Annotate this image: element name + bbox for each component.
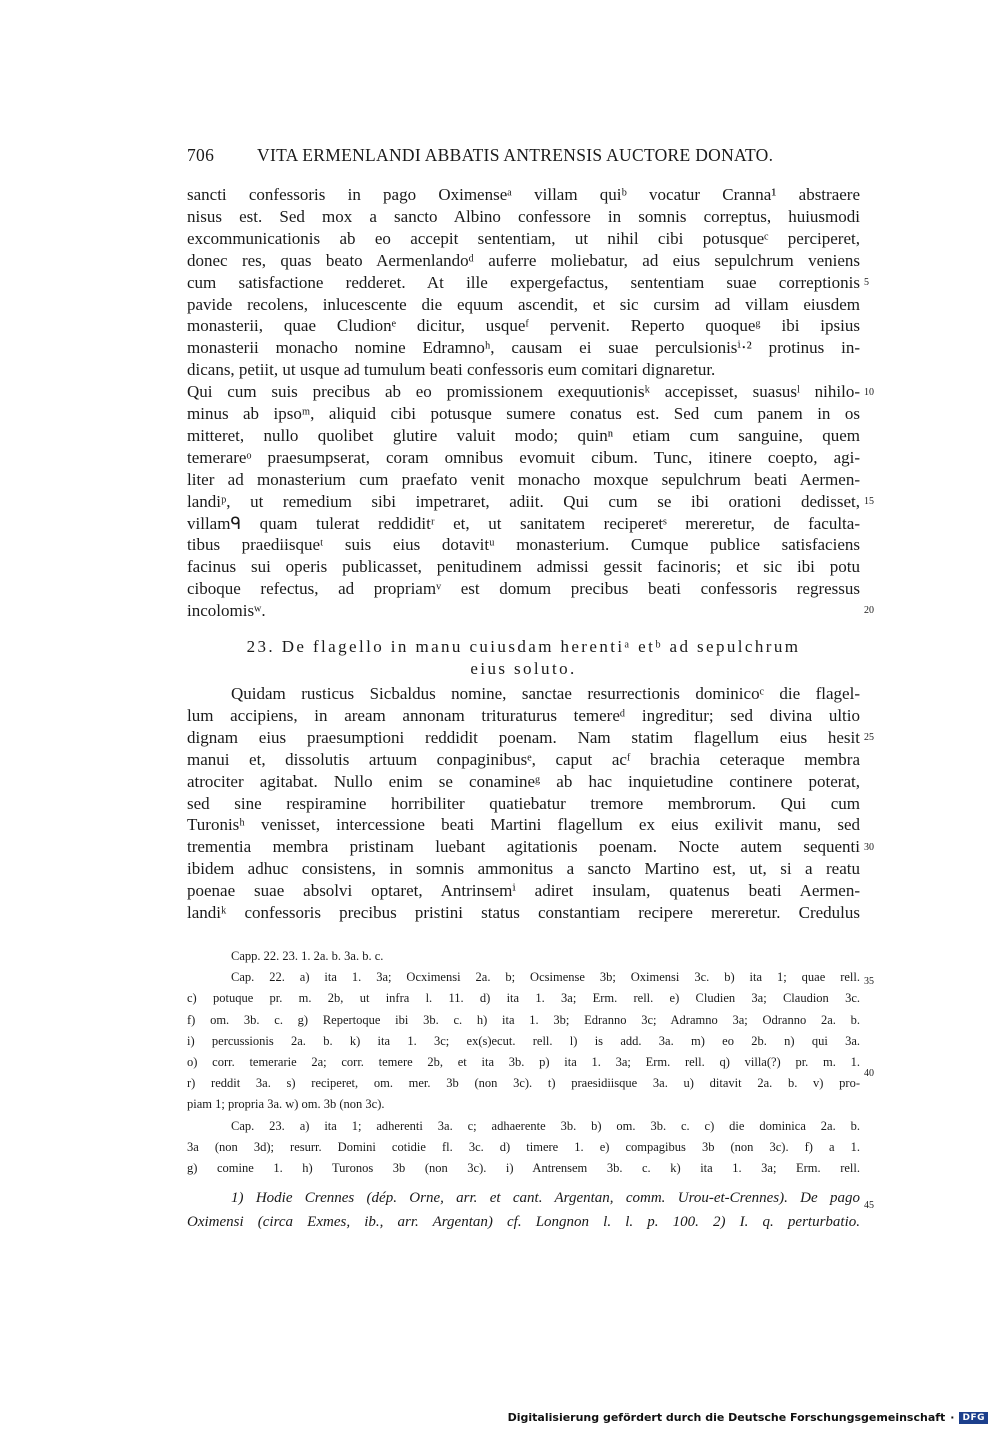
line-number: 40 [864,1068,874,1079]
text-line: atrociter agitabat. Nullo enim se conamineᵍ ab hac inquietudine continere poterat, [187,771,860,791]
apparatus-line: f) om. 3b. c. g) Repertoque ibi 3b. c. h) ita 1. 3b; Edranno 3c; Adramno 3a; Odranno 2a. b. [187,1012,860,1027]
text-line: minus ab ipsoᵐ, aliquid cibi potusque sumere conatus est. Sed cum panem in os [187,404,860,423]
digitization-credit: Digitalisierung gefördert durch die Deutsche Forschungsgemeinschaft · DFG [508,1411,988,1424]
line-number: 5 [864,277,869,288]
text-line: temerareᵒ praesumpserat, coram omnibus evomuit cibum. Tunc, itinere coepto, agi- [187,447,860,467]
apparatus-line: r) reddit 3a. s) reciperet, om. mer. 3b (non 3c). t) praesidiisque 3a. u) ditavit 2a. b. v) pro- [187,1076,860,1091]
text-line: Quidam rusticus Sicbaldus nomine, sanctae resurrectionis dominicoᶜ die flagel- [231,684,860,703]
text-line: dicans, petiit, ut usque ad tumulum beati confessoris eum comitari dignaretur. [187,360,716,380]
text-line: incolomisʷ. [187,601,266,621]
text-line: Turonisʰ venisset, intercessione beati Martini flagellum ex eius exilivit manu, sed [187,815,860,835]
text-line: lum accipiens, in aream annonam trituraturus temereᵈ ingreditur; sed divina ultio [187,705,860,725]
text-line: cum satisfactione redderet. At ille expergefactus, sententiam suae correptionis [187,272,860,292]
text-line: tibus praediisqueᵗ suis eius dotavitᵘ monasterium. Cumque publice satisfaciens [187,535,860,555]
running-title: VITA ERMENLANDI ABBATIS ANTRENSIS AUCTORE DONATO. [257,145,774,165]
text-line: trementia membra pristinam luebant agitationis poenam. Nocte autem sequenti [187,837,860,857]
text-line: sed sine respiramine horribiliter quatiebatur tremore membrorum. Qui cum [187,793,860,813]
footnote-line: Oximensi (circa Exmes, ib., arr. Argentan) cf. Longnon l. l. p. 100. 2) I. q. perturbatio. [187,1214,860,1230]
apparatus-line: c) potuque pr. m. 2b, ut infra l. 11. d) ita 1. 3a; Erm. rell. e) Cludien 3a; Claudion 3c. [187,991,860,1006]
text-line: ciboque refectus, ad propriamᵛ est domum precibus beati confessoris regressus [187,579,860,599]
apparatus-line: i) percussionis 2a. b. k) ita 1. 3c; ex(s)ecut. rell. l) is add. 3a. m) eo 2b. n) qui 3a. [187,1033,860,1048]
text-line: Qui cum suis precibus ab eo promissionem exequutionisᵏ accepisset, suasusˡ nihilo- [187,382,860,402]
apparatus-line: 3a (non 3d); resurr. Domini cotidie fl. 3c. d) timere 1. e) compagibus 3b (non 3c). f) a 1. [187,1139,860,1154]
line-number: 25 [864,732,874,743]
credit-text: Digitalisierung gefördert durch die Deutsche Forschungsgemeinschaft [507,1411,946,1424]
text-line: monasterii, quae Cludionᵉ dicitur, usqueᶠ pervenit. Reperto quoqueᵍ ibi ipsius [187,316,860,336]
apparatus-line: g) comine 1. h) Turonos 3b (non 3c). i) Antrensem 3b. c. k) ita 1. 3a; Erm. rell. [187,1161,860,1175]
apparatus-line: Capp. 22. 23. 1. 2a. b. 3a. b. c. [231,949,384,963]
text-line: liter ad monasterium cum praefato venit monacho moxque sepulchrum beati Aermen- [187,469,860,489]
text-line: sancti confessoris in pago Oximenseᵃ villam quiᵇ vocatur Cranna¹ abstraere [187,185,860,204]
text-line: manui et, dissolutis artuum conpaginibusᵉ, caput acᶠ brachia ceteraque membra [187,749,860,769]
apparatus-line: o) corr. temerarie 2a; corr. temere 2b, et ita 3b. p) ita 1. 3a; Erm. rell. q) villa(?) pr. m. 1. [187,1055,860,1069]
text-line: facinus sui operis publicasset, penitudinem admissi gessit facinoris; et sic ibi potu [187,557,860,577]
chapter-heading: 23. De flagello in manu cuiusdam herentiᵃ etᵇ ad sepulchrum [246,637,801,656]
line-number: 35 [864,976,874,987]
text-line: monasterii monacho nomine Edramnoʰ, causam ei suae perculsionisⁱ⋅² protinus in- [187,338,860,358]
apparatus-line: Cap. 22. a) ita 1. 3a; Ocximensi 2a. b; Ocsimense 3b; Oximensi 3c. b) ita 1; quae rell. [231,970,860,985]
text-line: pavide recolens, inlucescente die equum ascendit, et sic cursim ad villam eiusdem [187,294,860,314]
page-number: 706 [187,145,215,165]
text-line: nisus est. Sed mox a sancto Albino confessore in somnis correptus, huiusmodi [187,206,860,226]
text-line: poenae suae absolvi optaret, Antrinsemⁱ adiret insulam, quatenus beati Aermen- [187,881,860,901]
text-line: landiᵏ confessoris precibus pristini status constantiam recipere mereretur. Credulus [187,903,860,922]
apparatus-line: piam 1; propria 3a. w) om. 3b (non 3c). [187,1097,385,1112]
text-line: ibidem adhuc consistens, in somnis ammonitus a sancto Martino est, ut, si a reatu [187,859,860,879]
apparatus-line: Cap. 23. a) ita 1; adherenti 3a. c; adhaerente 3b. b) om. 3b. c. c) die dominica 2a. b. [231,1118,860,1133]
text-line: villamᑫ quam tulerat reddiditʳ et, ut sanitatem reciperetˢ mereretur, de faculta- [187,513,860,533]
line-number: 15 [864,496,874,507]
text-line: dignam eius praesumptioni reddidit poenam. Nam statim flagellum eius hesit [187,727,860,747]
text-line: excommunicationis ab eo accepit sententiam, ut nihil cibi potusqueᶜ perciperet, [187,228,860,248]
chapter-heading-line2: eius soluto. [470,659,577,678]
dfg-logo-icon: DFG [959,1412,988,1424]
line-number: 10 [864,387,874,398]
footnote-line: 1) Hodie Crennes (dép. Orne, arr. et cant. Argentan, comm. Urou-et-Crennes). De pago [231,1190,860,1206]
line-number: 30 [864,842,874,853]
line-number: 20 [864,605,874,616]
line-number: 45 [864,1200,874,1211]
text-line: donec res, quas beato Aermenlandoᵈ auferre moliebatur, ad eius sepulchrum veniens [187,250,860,270]
text-line: mitteret, nullo quolibet glutire valuit modo; quinⁿ etiam cum sanguine, quem [187,425,860,445]
text-line: landiᵖ, ut remedium sibi impetraret, adiit. Qui cum se ibi orationi dedisset, [187,491,860,511]
